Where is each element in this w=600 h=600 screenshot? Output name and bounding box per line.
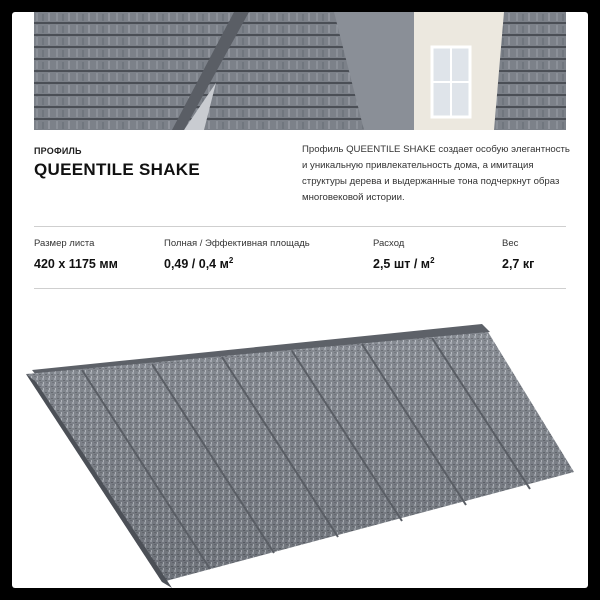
spec-label-weight: Вес: [502, 238, 519, 249]
spec-label-size: Размер листа: [34, 238, 95, 249]
spec-value-weight: 2,7 кг: [502, 257, 535, 271]
spec-label-consumption: Расход: [373, 238, 405, 249]
page-frame: [12, 12, 588, 588]
profile-label: ПРОФИЛЬ: [34, 146, 82, 156]
divider-bottom: [34, 288, 566, 289]
product-title: QUEENTILE SHAKE: [34, 160, 201, 179]
spec-label-area: Полная / Эффективная площадь: [164, 238, 310, 249]
product-description: Профиль QUEENTILE SHAKE создает особую элегантность и уникальную привлекательность дома, а имитация структуры дерева и выдержанные тона подчеркнут образ многовековой истории.: [302, 144, 570, 203]
divider-top: [34, 226, 566, 227]
spec-value-consumption: 2,5 шт / $м^2$: [373, 255, 435, 271]
spec-value-size: 420 х 1175 мм: [34, 257, 118, 271]
spec-value-area: 0,49 / 0,4 $м^2$: [164, 255, 234, 271]
roof-tile-sheet: [12, 312, 588, 588]
roof-photo: [34, 12, 566, 130]
